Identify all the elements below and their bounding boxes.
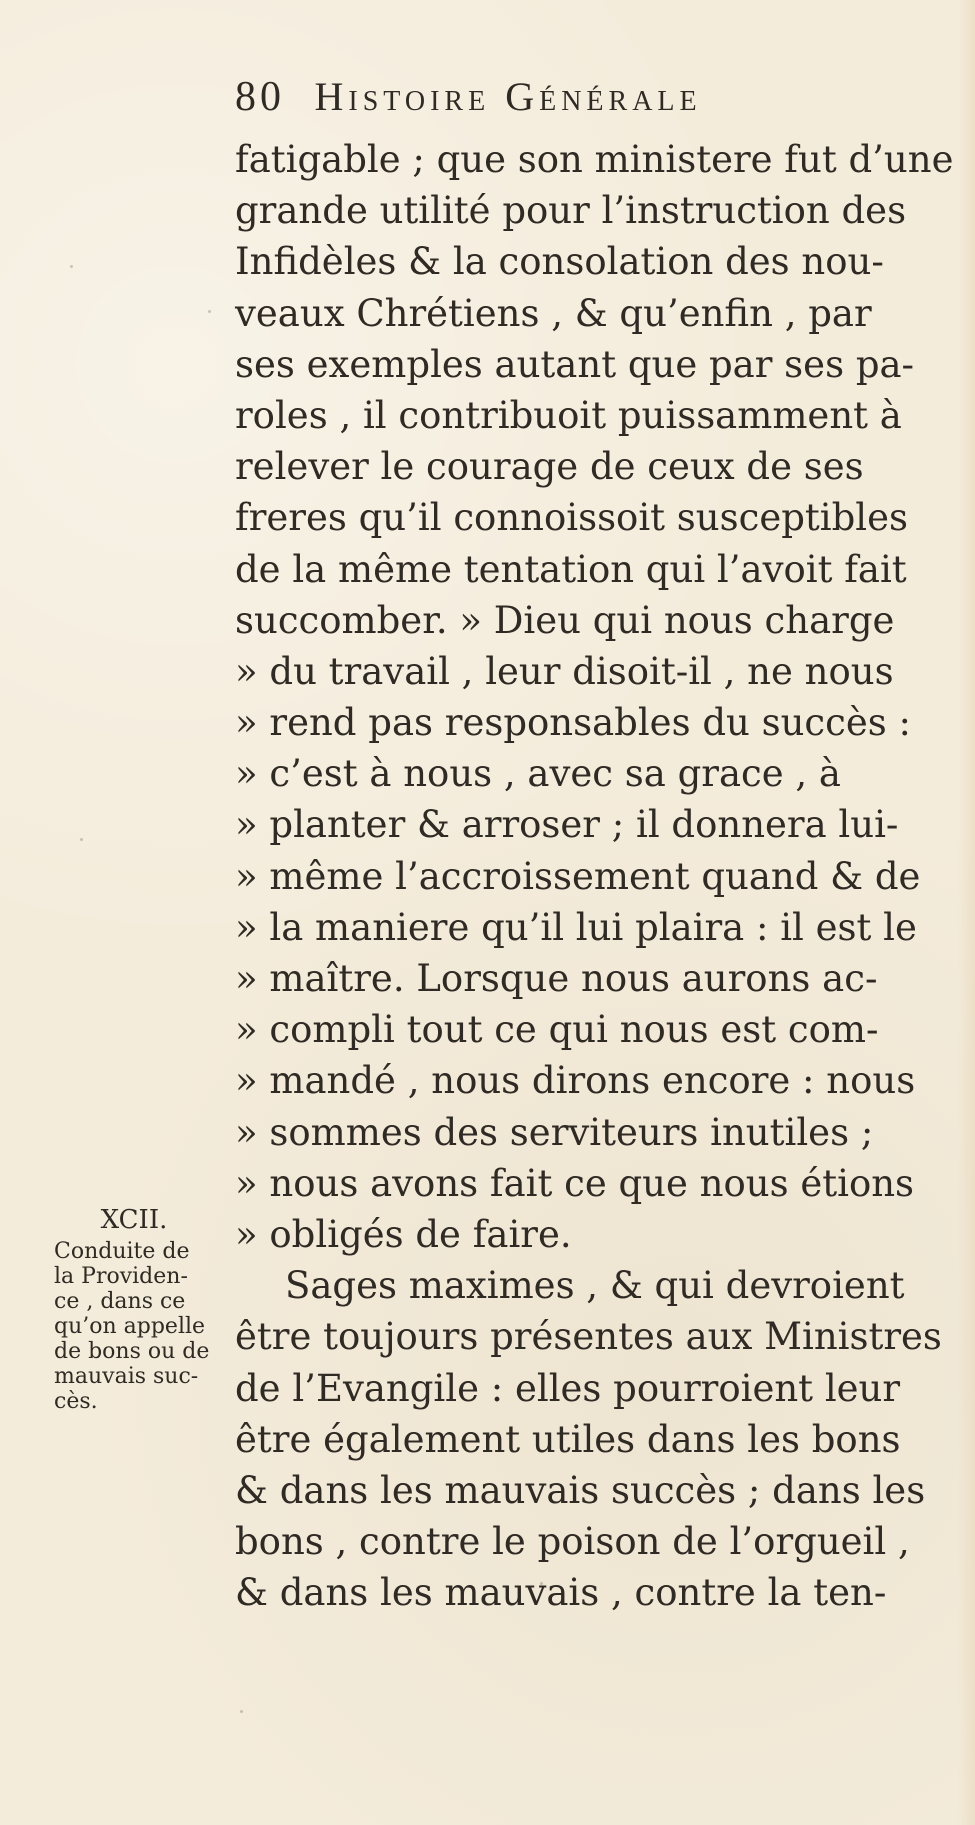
text-line: fatigable ; que son ministere fut d’une: [235, 138, 954, 181]
marginal-note: [54, 1239, 229, 1414]
paper-speck: [240, 1710, 243, 1713]
text-line: être également utiles dans les bons: [235, 1417, 901, 1461]
marginal-note-line: la Providen-: [54, 1264, 188, 1289]
marginal-note-line: qu’on appelle: [54, 1314, 206, 1339]
text-line: de la même tentation qui l’avoit fait: [235, 547, 907, 591]
paper-speck: [80, 838, 83, 841]
paper-speck: [70, 265, 73, 268]
text-line: » c’est à nous , avec sa grace , à: [235, 752, 841, 796]
text-line: & dans les mauvais succès ; dans les: [235, 1468, 926, 1512]
page-number: 80: [235, 74, 285, 120]
text-line: » même l’accroissement quand & de: [235, 854, 921, 898]
marginal-note-line: de bons ou de: [54, 1339, 210, 1364]
text-line: » compli tout ce qui nous est com-: [235, 1008, 879, 1052]
text-line: » du travail , leur disoit-il , ne nous: [235, 649, 894, 693]
page-header: [235, 73, 885, 123]
main-text: [235, 134, 954, 1618]
text-line: succomber. » Dieu qui nous charge: [235, 598, 895, 642]
text-line: » la maniere qu’il lui plaira : il est le: [235, 905, 917, 949]
text-line: Infidèles & la consolation des nou-: [235, 240, 884, 284]
text-line: » obligés de faire.: [235, 1212, 572, 1256]
text-line: roles , il contribuoit puissamment à: [235, 393, 902, 437]
marginal-note-line: cès.: [54, 1389, 98, 1414]
paper-speck: [540, 1582, 543, 1585]
text-line: relever le courage de ceux de ses: [235, 445, 864, 489]
marginal-note-line: Conduite de: [54, 1239, 190, 1264]
text-line: être toujours présentes aux Ministres: [235, 1315, 942, 1359]
text-line: veaux Chrétiens , & qu’enfin , par: [235, 291, 872, 335]
paper-speck: [208, 310, 211, 313]
marginal-note-line: ce , dans ce: [54, 1289, 186, 1314]
text-line: » maître. Lorsque nous aurons ac-: [235, 957, 878, 1000]
text-line: bons , contre le poison de l’orgueil ,: [235, 1520, 910, 1564]
text-line: » sommes des serviteurs inutiles ;: [235, 1110, 874, 1154]
text-line: » planter & arroser ; il donnera lui-: [235, 803, 899, 847]
text-line: » rend pas responsables du succès :: [235, 701, 911, 745]
text-line: ses exemples autant que par ses pa-: [235, 342, 915, 386]
text-line: Sages maximes , & qui devroient: [285, 1264, 905, 1308]
marginal-note-line: mauvais suc-: [54, 1364, 199, 1389]
text-line: de l’Evangile : elles pourroient leur: [235, 1366, 901, 1410]
page-edge-shadow: [957, 0, 975, 1825]
text-line: » mandé , nous dirons encore : nous: [235, 1059, 916, 1103]
running-title: Histoire Générale: [314, 74, 702, 119]
marginal-section-number: XCII.: [100, 1205, 168, 1235]
text-line: & dans les mauvais , contre la ten-: [235, 1571, 887, 1615]
text-line: freres qu’il connoissoit susceptibles: [235, 496, 909, 540]
text-line: grande utilité pour l’instruction des: [235, 189, 907, 233]
text-line: » nous avons fait ce que nous étions: [235, 1161, 915, 1205]
